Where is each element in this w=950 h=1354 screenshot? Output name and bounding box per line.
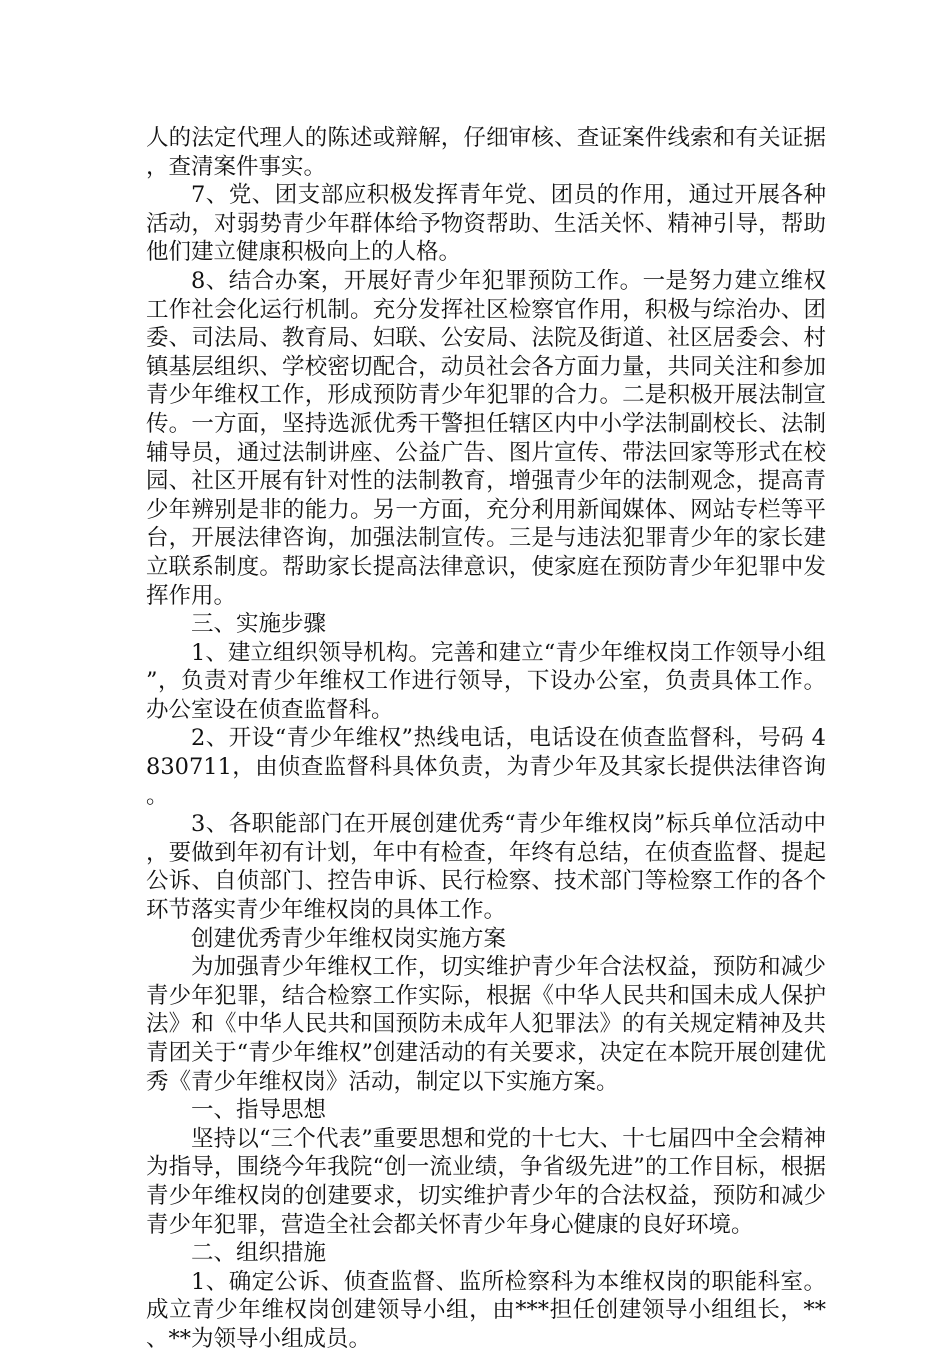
paragraph-intro: 为加强青少年维权工作，切实维护青少年合法权益，预防和减少青少年犯罪，结合检察工作实际，根据《中华人民共和国未成人保护法》和《中华人民共和国预防未成年人犯罪法》的有关规定精神及共青团关于“青少年维权”创建活动的有关要求，决定在本院开展创建优秀《青少年维权岗》活动，制定以下实施方案。 [146, 954, 826, 1095]
paragraph-step-1: 1、建立组织领导机构。完善和建立“青少年维权岗工作领导小组”，负责对青少年维权工作进行领导，下设办公室，负责具体工作。办公室设在侦查监督科。 [146, 639, 826, 723]
paragraph-continuation: 人的法定代理人的陈述或辩解，仔细审核、查证案件线索和有关证据，查清案件事实。 [146, 125, 826, 180]
paragraph-item-7: 7、党、团支部应积极发挥青年党、团员的作用，通过开展各种活动，对弱势青少年群体给予物资帮助、生活关怀、精神引导，帮助他们建立健康积极向上的人格。 [146, 182, 826, 266]
section-heading-guiding-ideology: 一、指导思想 [191, 1097, 327, 1124]
document-body [146, 124, 826, 1354]
document-title-plan: 创建优秀青少年维权岗实施方案 [191, 925, 507, 952]
paragraph-measure-1: 1、确定公诉、侦查监督、监所检察科为本维权岗的职能科室。成立青少年维权岗创建领导小组，由***担任创建领导小组组长，**、**为领导小组成员。 [146, 1268, 826, 1352]
section-heading-organizational-measures: 二、组织措施 [191, 1240, 327, 1267]
paragraph-step-2: 2、开设“青少年维权”热线电话，电话设在侦查监督科，号码 4830711，由侦查监督科具体负责，为青少年及其家长提供法律咨询。 [146, 725, 826, 809]
paragraph-step-3: 3、各职能部门在开展创建优秀“青少年维权岗”标兵单位活动中，要做到年初有计划，年中有检查，年终有总结，在侦查监督、提起公诉、自侦部门、控告申诉、民行检察、技术部门等检察工作的各个环节落实青少年维权岗的具体工作。 [146, 811, 826, 924]
section-heading-implementation-steps: 三、实施步骤 [191, 611, 327, 638]
paragraph-item-8: 8、结合办案，开展好青少年犯罪预防工作。一是努力建立维权工作社会化运行机制。充分发挥社区检察官作用，积极与综治办、团委、司法局、教育局、妇联、公安局、法院及街道、社区居委会、村镇基层组织、学校密切配合，动员社会各方面力量，共同关注和参加青少年维权工作，形成预防青少年犯罪的合力。二是积极开展法制宣传。一方面，坚持选派优秀干警担任辖区内中小学法制副校长、法制辅导员，通过法制讲座、公益广告、图片宣传、带法回家等形式在校园、社区开展有针对性的法制教育，增强青少年的法制观念，提高青少年辨别是非的能力。另一方面，充分利用新闻媒体、网站专栏等平台，开展法律咨询，加强法制宣传。三是与违法犯罪青少年的家长建立联系制度。帮助家长提高法律意识，使家庭在预防青少年犯罪中发挥作用。 [146, 267, 826, 609]
paragraph-guiding-ideology: 坚持以“三个代表”重要思想和党的十七大、十七届四中全会精神为指导，围绕今年我院“创一流业绩，争省级先进”的工作目标，根据青少年维权岗的创建要求，切实维护青少年的合法权益，预防和减少青少年犯罪，营造全社会都关怀青少年身心健康的良好环境。 [146, 1125, 826, 1238]
